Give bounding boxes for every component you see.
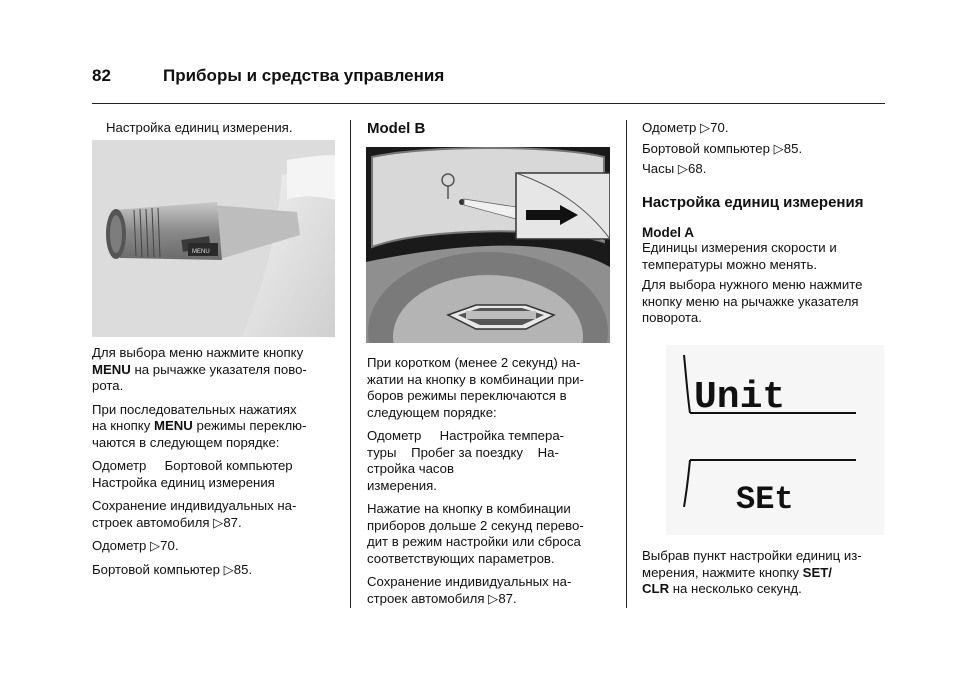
display-unit-set-image [666, 345, 884, 535]
instrument-cluster-image [366, 147, 610, 343]
page-ref-icon: ▷ [488, 590, 499, 606]
column-divider-1 [350, 120, 351, 608]
page-title: Приборы и средства управления [163, 66, 445, 85]
page-ref-link[interactable]: 87. [498, 590, 517, 606]
page-ref-link[interactable]: 85. [783, 140, 803, 156]
col2-text: При коротком (менее 2 секунд) на- жатии на кнопку в комбинации при- боров режимы переключаются в следующем порядке: Одометр Настройка темпера- туры Пробег за поездку На- стройка часов измерения. Нажатие на кнопку в комбинации приборов дольше 2 секунд перево- дит в режим настройки или сброса соответствующих параметров. Сохранение индивидуальных на- строек автомобиля ▷87. [367, 355, 584, 606]
page-ref-link[interactable]: 87. [223, 514, 242, 530]
page-ref-icon: ▷ [150, 538, 161, 553]
page-ref-icon: ▷ [700, 120, 711, 135]
model-a-heading: Model A [642, 225, 694, 240]
model-b-heading: Model B [367, 120, 426, 137]
page-ref-icon: ▷ [677, 161, 689, 176]
section-heading: Настройка единиц измерения [642, 194, 864, 211]
page-ref-icon: ▷ [213, 514, 224, 530]
col3-refs: Одометр ▷70. Бортовой компьютер ▷85. Часы ▷68. [642, 120, 803, 176]
header-rule [92, 103, 885, 104]
col1-text: Для выбора меню нажмите кнопку MENU на рычажке указателя пово- рота. При последовательных нажатиях на кнопку MENU режимы переклю- чаются в следующем порядке: Одометр Бортовой компьютер Настройка единиц измерения Сохранение индивидуальных на- строек автомобиля ▷87. Одометр ▷70. Бортовой компьютер ▷85. [92, 345, 307, 577]
turn-signal-lever-image [92, 140, 335, 337]
svg-text:SEt: SEt [736, 481, 794, 518]
page-ref-icon: ▷ [223, 561, 234, 577]
page-ref-link[interactable]: 85. [233, 561, 253, 577]
column-divider-2 [626, 120, 627, 608]
svg-text:MENU: MENU [192, 249, 210, 255]
page-ref-link[interactable]: 68. [688, 161, 707, 176]
col3-final-text: Выбрав пункт настройки единиц из- мерения, нажмите кнопку SET/ CLR на несколько секунд. [642, 548, 862, 596]
page-number: 82 [92, 66, 111, 85]
figure-caption: Настройка единиц измерения. [106, 120, 293, 135]
svg-text:Unit: Unit [694, 376, 786, 419]
page-ref-link[interactable]: 70. [160, 538, 179, 553]
page-ref-link[interactable]: 70. [710, 120, 729, 135]
page-ref-icon: ▷ [773, 140, 784, 156]
col3-text: Model A Единицы измерения скорости и температуры можно менять. Для выбора нужного меню нажмите кнопку меню на рычажке указателя поворота. [642, 225, 892, 327]
